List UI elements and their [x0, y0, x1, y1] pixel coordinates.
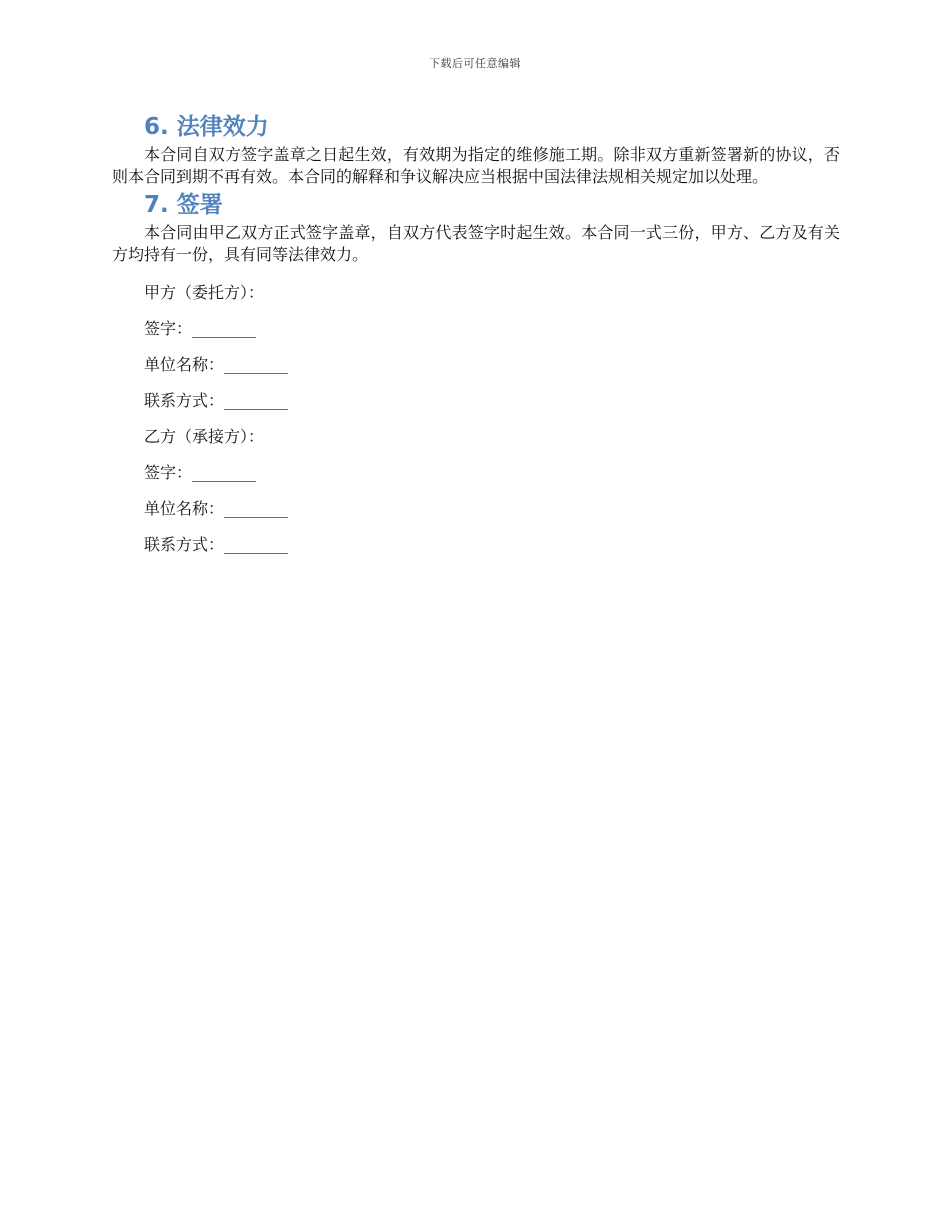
page-header-note: 下载后可任意编辑	[429, 57, 521, 70]
party-a-signature-field: 签字：________	[144, 319, 257, 338]
party-a-unit-name-field: 单位名称：________	[144, 355, 289, 374]
party-a-title: 甲方（委托方）：	[144, 283, 265, 302]
party-b-block	[112, 426, 840, 556]
section-6-heading: 6. 法律效力	[144, 114, 269, 140]
party-b-unit-name-field: 单位名称：________	[144, 499, 289, 518]
party-a-block	[112, 282, 840, 412]
party-b-contact-field: 联系方式：________	[144, 535, 289, 554]
party-b-signature-field: 签字：________	[144, 463, 257, 482]
document-body	[112, 110, 840, 556]
section-6-paragraph: 本合同自双方签字盖章之日起生效，有效期为指定的维修施工期。除非双方重新签署新的协议，否则本合同到期不再有效。本合同的解释和争议解决应当根据中国法律法规相关规定加以处理。	[112, 145, 840, 186]
party-b-title: 乙方（承接方）：	[144, 427, 265, 446]
section-7-paragraph: 本合同由甲乙双方正式签字盖章，自双方代表签字时起生效。本合同一式三份，甲方、乙方及有关方均持有一份，具有同等法律效力。	[112, 223, 840, 264]
party-a-contact-field: 联系方式：________	[144, 391, 289, 410]
section-7-heading: 7. 签署	[144, 192, 223, 218]
